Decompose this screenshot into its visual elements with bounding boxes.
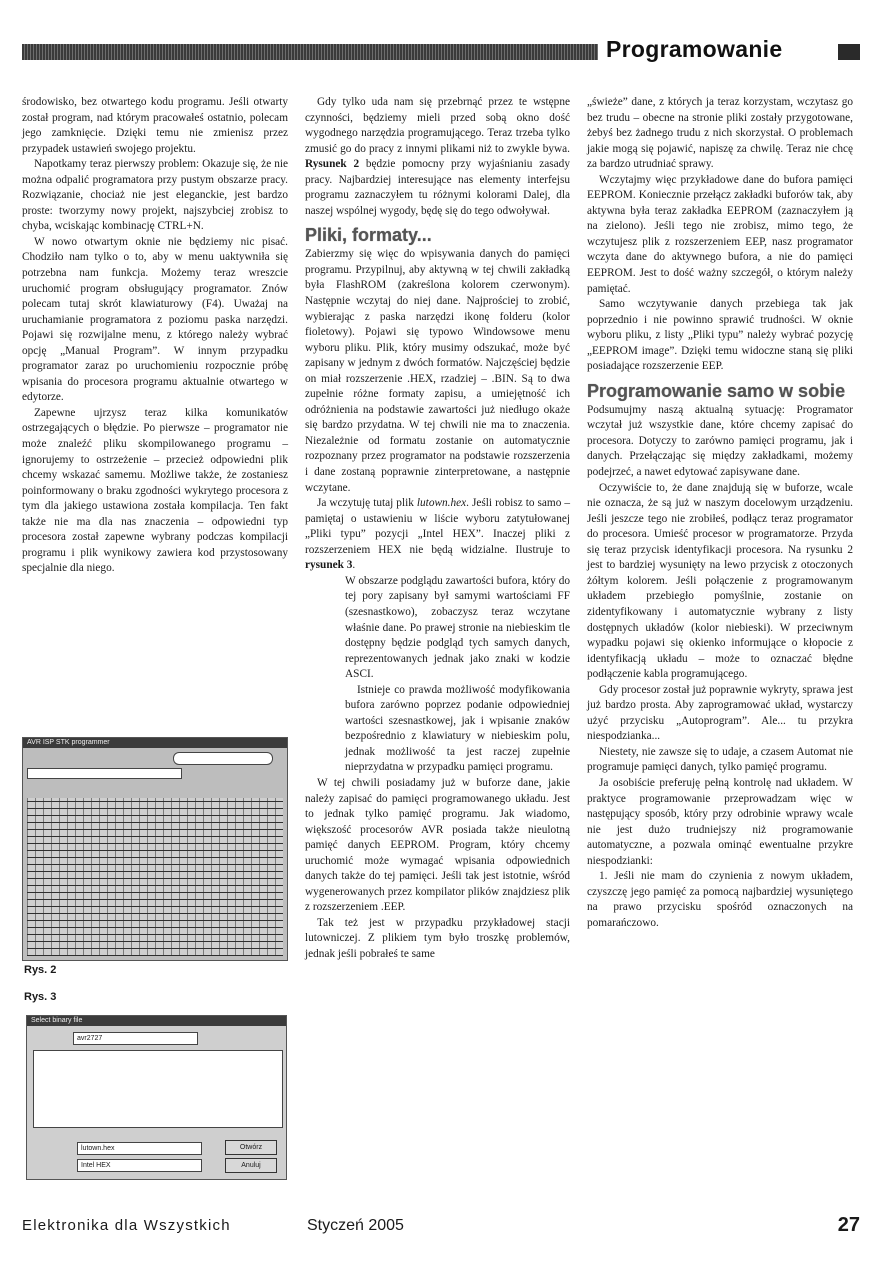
header-block [838,44,860,60]
paragraph: W tej chwili posiadamy już w buforze dane, jakie należy zapisać do pamięci programowanego układu. Jest to jednak tylko pamięć programu. Jak wiadomo, większość procesorów AVR posiada także nieulotną pamięć danych EEPROM. Program, który chcemy uruchomić może wymagać wpisania odpowiednich danych także do tej pamięci. Jeśli tak jest istotnie, wśród wygenerowanych przez kompilator plików znajdziesz plik z rozszerzeniem .EEP. [305,776,570,914]
figure-3-titlebar: Select binary file [27,1016,286,1026]
figure-2-buffer-grid [27,798,283,956]
paragraph: Oczywiście to, że dane znajdują się w buforze, wcale nie oznacza, że są już w naszym docelowym urządzeniu. Jeśli jeszcze tego nie zrobiłeś, podłącz teraz programator do procesora. Umieść procesor w programatorze. Przyda się teraz przycisk identyfikacji procesora. Na rysunku 2 jest to bardziej wysunięty na lewo przycisk z otoczonych żółtym kolorem. Jeśli połączenie z programowanym układem przebiegło pomyślnie, zostanie on zidentyfikowany i automatycznie wybrany z listy dostępnych układów (kolor niebieski). W przeciwnym wypadku pojawi się okienko informujące o kłopocie z identyfikacją układu – może to oznaczać błędne podłączenie kabla programującego. [587,481,853,681]
paragraph: Wczytajmy więc przykładowe dane do bufora pamięci EEPROM. Koniecznie przełącz zakładki buforów tak, aby aktywna była teraz zakładka EEPROM (zaznaczyłem ją na zielono). Jeśli tego nie zrobisz, mimo tego, że wczytujesz plik z rozszerzeniem EEP, nasz programator wczyta dane do aktywnego bufora, a nie do pamięci EEPROM. Jest to dość ważny szczegół, o którym należy pamiętać. [587,173,853,295]
figure-2-device-field [173,752,273,765]
figure-3-folder-field: avr2727 [73,1032,198,1045]
paragraph: W obszarze podglądu zawartości bufora, który do tej pory zapisany był samymi wartościami FF (szesnastkowo), zobaczysz teraz wczytane właśnie dane. Po prawej stronie na niebieskim tle dostępny będzie podgląd tych samych danych, reprezentowanych jednak jako znaki w kodzie ASCI. [345,574,570,681]
paragraph: środowisko, bez otwartego kodu programu. Jeśli otwarty został program, nad którym pracowałeś ostatnio, polecam jego zamknięcie. Dzięki temu nie zmienisz przez przypadek ustawień swojego projektu. [22,96,288,155]
magazine-name: Elektronika dla Wszystkich [22,1217,231,1234]
figure-2-screenshot [22,737,288,961]
paragraph: Tak też jest w przypadku przykładowej stacji lutowniczej. Z plikiem tym było troszkę problemów, jednak jeśli pobrałeś te same [305,916,570,960]
figure-3-cancel-button: Anuluj [225,1158,277,1173]
section-title-programming: Programowanie samo w sobie [587,380,846,401]
figure-3-filetype-field: Intel HEX [77,1159,202,1172]
paragraph: 1. Jeśli nie mam do czynienia z nowym układem, czyszczę jego pamięć za pomocą najbardziej wysuniętego na prawo przycisku spośród oznaczonych na pomarańczowo. [587,870,853,929]
paragraph: Gdy tylko uda nam się przebrnąć przez te wstępne czynności, będziemy mieli przed sobą okno dość wygodnego narzędzia programującego. Teraz trzeba tylko zmusić go do pracy z innymi plikami niż to zwykle bywa. Rysunek 2 będzie pomocny przy wyjaśnianiu zasady pracy. Najbardziej interesujące nas elementy interfejsu programu zaznaczyłem tu różnymi kolorami Dalej, dla naszej wspólnej wygody, będę się do tego odwoływał. [305,96,570,217]
column-1 [22,95,288,577]
page-footer [22,1214,860,1239]
issue-date: Styczeń 2005 [307,1217,404,1234]
column-3 [587,95,853,931]
paragraph: Ja osobiście preferuję pełną kontrolę nad układem. W praktyce programowanie przeprowadzam więc w następujący sposób, który przy odrobinie wprawy wcale nie jest dużo trudniejszy niż programowanie automatyczne, a pozwala ominąć ewentualne przykre niespodzianki: [587,776,853,867]
page-header [22,36,860,64]
paragraph: Samo wczytywanie danych przebiega tak jak poprzednio i nie powinno sprawić trudności. W oknie wyboru pliku, z listy „Pliki typu” należy wybrać pozycję „EEPROM image”. Dzięki temu widoczne staną się pliki posiadające rozszerzenie EEP. [587,298,853,373]
figure-2-titlebar: AVR ISP STK programmer [23,738,287,748]
paragraph: Zabierzmy się więc do wpisywania danych do pamięci programu. Przypilnuj, aby aktywną w tej chwili zakładką była FlashROM (zakreślona kolorem czerwonym). Następnie wczytaj do niej dane. Najprościej to zrobić, wybierając z paska narzędzi ikonę folderu (kolor fioletowy). Pojawi się typowo Windowsowe menu wyboru pliku. Plik, który musimy odszukać, może być zapisany w jednym z dwóch formatów. Najczęściej będzie on miał rozszerzenie .HEX, rzadziej – .BIN. Są to dwa zupełnie różne formaty zapisu, a umiejętność ich odróżnienia na podstawie zawartości już niedługo okaże się bardzo przydatna. W tej chwili nie ma to znaczenia. Niezależnie od formatu zostanie on automatycznie rozpoznany przez programator na podstawie rozszerzenia i dane zostaną poprawnie zinterpretowane, a następnie wczytane. [305,248,570,494]
paragraph: Napotkamy teraz pierwszy problem: Okazuje się, że nie można odpalić programatora przy pustym obszarze pracy. Rozwiązanie, chociaż nie jest eleganckie, jest bardzo proste: tworzymy nowy projekt, najszybciej zrobisz to chyba, wciskając kombinację CTRL+N. [22,158,288,233]
figure-2-label: Rys. 2 [24,964,57,976]
section-title-files: Pliki, formaty... [305,225,432,246]
section-header-title: Programowanie [606,36,783,62]
paragraph: Niestety, nie zawsze się to udaje, a czasem Automat nie programuje pamięci danych, tylko pamięć programu. [587,745,853,774]
paragraph: Ja wczytuję tutaj plik lutown.hex. Jeśli robisz to samo – pamiętaj o ustawieniu w liście wyboru zatytułowanej „Pliki typu” pozycji „Intel HEX”. Inaczej pliki z rozszerzeniem HEX nie będą widzialne. Ilustruje to rysunek 3. [305,497,571,572]
figure-ref: rysunek 3 [305,559,353,572]
paragraph: Podsumujmy naszą aktualną sytuację: Programator wczytał już wszystkie dane, które chcemy zapisać do procesora. Dotyczy to zarówno pamięci programu, jak i danych. Przełączając się między zakładkami, możemy podejrzeć, a nawet edytować zapisywane dane. [587,403,853,479]
figure-3-filename-field: lutown.hex [77,1142,202,1155]
paragraph: Istnieje co prawda możliwość modyfikowania bufora zarówno poprzez podanie odpowiedniej wartości szesnastkowej, jak i wpisanie znaków bezpośrednio z klawiatury w niebieskim polu, jednak możliwość ta jest raczej zupełnie nieprzydatna w przypadku pamięci programu. [345,683,570,774]
column-2 [305,95,570,963]
filename: lutown.hex [416,497,467,510]
paragraph: „świeże” dane, z których ja teraz korzystam, wczytasz go bez trudu – obecne na stronie pliki zostały przygotowane, żebyś bez żadnego trudu z nich skorzystał. O problemach jakie mogą się pojawić, napiszę za chwilę. Teraz nie chcę za bardzo utrudniać sprawy. [587,96,853,171]
figure-3-screenshot [26,1015,287,1180]
figure-2-info-field [27,768,182,779]
figure-3-label: Rys. 3 [24,991,57,1003]
figure-3-file-list [33,1050,283,1128]
page-number: 27 [837,1214,860,1236]
figure-ref: Rysunek 2 [305,158,360,171]
paragraph: Zapewne ujrzysz teraz kilka komunikatów ostrzegających o błędzie. Po pierwsze – programator nie może znaleźć pliku skompilowanego programu – ignorujemy to ostrzeżenie – przecież odpowiedni plik chcemy wskazać samemu. Możliwe także, że zostaniesz poinformowany o braku zgodności wykrytego procesora z tym dla jakiego ustawiona została kompilacja. Ten fakt także nie ma dla nas znaczenia – odpowiedni typ procesora został zapewne wybrany podczas kompilacji programu i plik wynikowy zawiera kod przystosowany specjalnie dla niego. [22,406,288,575]
header-stripe [22,44,598,60]
paragraph: W nowo otwartym oknie nie będziemy nic pisać. Chodziło nam tylko o to, aby w menu uaktywniła się potrzebna nam funkcja. Możemy teraz wreszcie uruchomić program obsługujący programator. Znów polecam tutaj skrót klawiaturowy (F4). Uważaj na uruchamianie programatora z poziomu paska narzędzi. Pojawi się rozwijalne menu, z którego należy wybrać opcję „Manual Program”. W innym przypadku programator zaraz po uruchomieniu rozpocznie próbę wpisania do procesora programu aktualnie otwartego w edytorze. [22,235,288,404]
figure-3-open-button: Otwórz [225,1140,277,1155]
paragraph: Gdy procesor został już poprawnie wykryty, sprawa jest już bardzo prosta. Aby zaprogramować układ, wystarczy użyć przycisku „Autoprogram”. Ale... tu przykra niespodzianka... [587,683,853,743]
